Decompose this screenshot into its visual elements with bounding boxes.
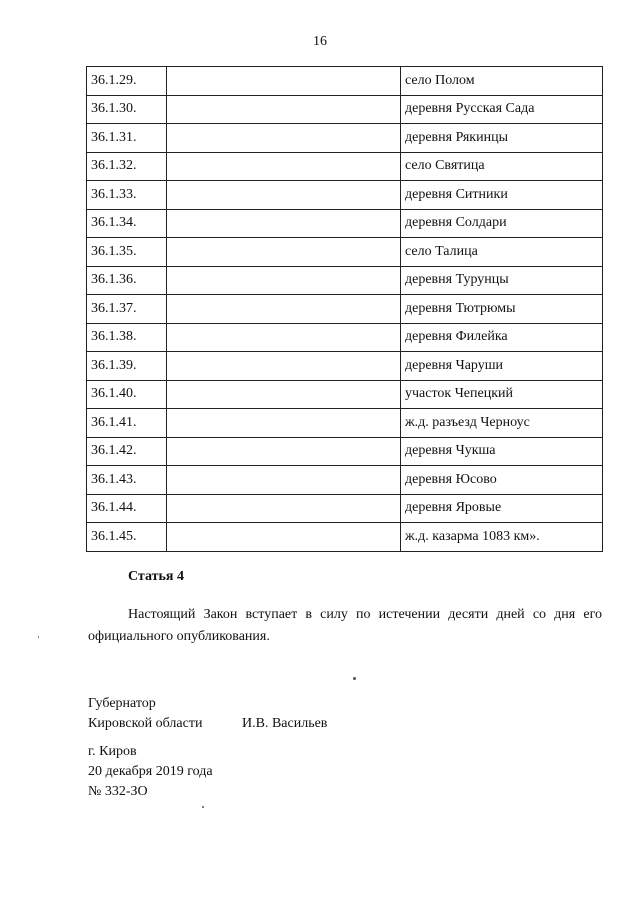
row-code: 36.1.30. [87,95,167,124]
signatory-role: Губернатор [88,696,156,711]
row-middle-cell [167,124,401,153]
signatory-name: И.В. Васильев [242,716,328,731]
row-code: 36.1.37. [87,295,167,324]
row-code: 36.1.42. [87,437,167,466]
row-middle-cell [167,380,401,409]
row-settlement-name: село Полом [401,67,603,96]
article-body: Настоящий Закон вступает в силу по истечении десяти дней со дня его официального опубликования. [88,607,602,644]
row-settlement-name: деревня Чукша [401,437,603,466]
table-row [87,95,603,124]
row-code: 36.1.34. [87,209,167,238]
row-middle-cell [167,352,401,381]
row-code: 36.1.32. [87,152,167,181]
table-row [87,124,603,153]
row-settlement-name: деревня Ситники [401,181,603,210]
issue-number: № 332-ЗО [88,784,148,799]
row-settlement-name: деревня Солдари [401,209,603,238]
row-middle-cell [167,323,401,352]
row-settlement-name: ж.д. казарма 1083 км». [401,523,603,552]
issue-city: г. Киров [88,744,137,759]
table-row [87,523,603,552]
row-settlement-name: деревня Филейка [401,323,603,352]
row-code: 36.1.39. [87,352,167,381]
row-code: 36.1.40. [87,380,167,409]
row-settlement-name: село Святица [401,152,603,181]
settlements-table [86,66,603,552]
issue-block [88,742,213,802]
row-settlement-name: деревня Юсово [401,466,603,495]
row-settlement-name: деревня Русская Сада [401,95,603,124]
table-row [87,152,603,181]
table-row [87,67,603,96]
scan-speck [353,677,356,680]
row-settlement-name: деревня Чаруши [401,352,603,381]
row-middle-cell [167,523,401,552]
table-row [87,295,603,324]
row-middle-cell [167,152,401,181]
row-middle-cell [167,437,401,466]
row-middle-cell [167,95,401,124]
settlements-table-body [87,67,603,552]
table-row [87,466,603,495]
signatory-region: Кировской области [88,716,203,731]
table-row [87,181,603,210]
row-settlement-name: деревня Тютрюмы [401,295,603,324]
table-row [87,352,603,381]
issue-date: 20 декабря 2019 года [88,764,213,779]
row-settlement-name: село Талица [401,238,603,267]
row-settlement-name: деревня Яровые [401,494,603,523]
table-row [87,238,603,267]
row-code: 36.1.44. [87,494,167,523]
row-code: 36.1.41. [87,409,167,438]
table-row [87,494,603,523]
row-middle-cell [167,494,401,523]
row-code: 36.1.35. [87,238,167,267]
row-middle-cell [167,409,401,438]
scan-speck [38,636,39,638]
row-middle-cell [167,295,401,324]
signature-block [88,694,328,734]
table-row [87,266,603,295]
row-code: 36.1.29. [87,67,167,96]
row-middle-cell [167,266,401,295]
table-row [87,323,603,352]
article-title: Статья 4 [128,569,184,584]
row-settlement-name: ж.д. разъезд Черноус [401,409,603,438]
row-code: 36.1.36. [87,266,167,295]
table-row [87,209,603,238]
page-number: 16 [313,34,327,49]
table-row [87,409,603,438]
row-code: 36.1.31. [87,124,167,153]
row-middle-cell [167,181,401,210]
table-row [87,380,603,409]
row-middle-cell [167,238,401,267]
row-code: 36.1.43. [87,466,167,495]
table-row [87,437,603,466]
row-code: 36.1.38. [87,323,167,352]
row-settlement-name: деревня Рякинцы [401,124,603,153]
row-settlement-name: деревня Турунцы [401,266,603,295]
row-middle-cell [167,466,401,495]
row-middle-cell [167,67,401,96]
row-code: 36.1.33. [87,181,167,210]
row-settlement-name: участок Чепецкий [401,380,603,409]
row-code: 36.1.45. [87,523,167,552]
scan-speck [202,806,204,808]
row-middle-cell [167,209,401,238]
